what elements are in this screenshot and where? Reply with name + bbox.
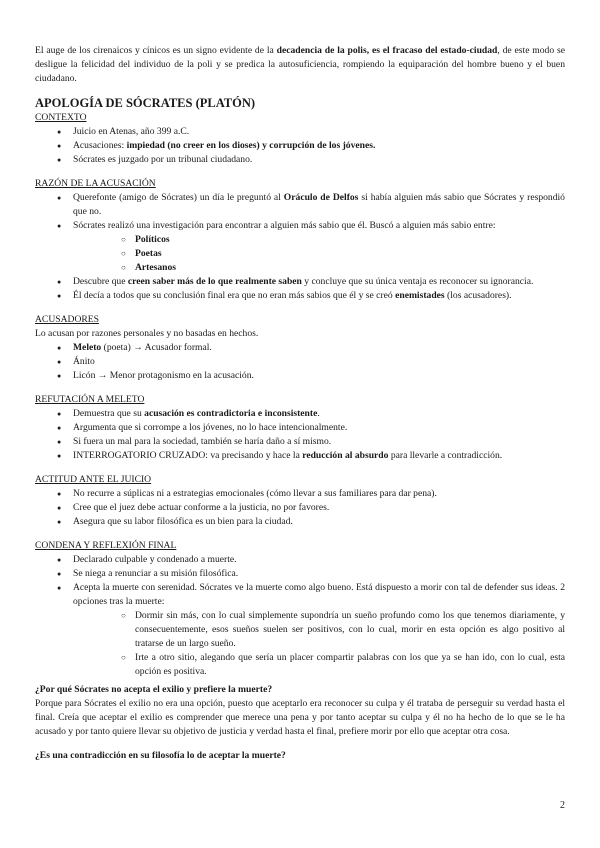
question-answer: Porque para Sócrates el exilio no era una opción, puesto que aceptarlo era reconocer su culpa y él trataba de perseguir su verdad hasta el final. Creía que aceptar el exilio es comprender que merece una pena y por tanto aceptar su culpa y él no ha hecho de lo que se le ha acusado y por tanto quiere llevar su objetivo de justicia y verdad hasta el final, prefiere morir por ello que aceptar otra cosa. bbox=[35, 698, 565, 737]
list-item bbox=[35, 553, 565, 567]
item-bold: creen saber más de lo que realmente saben bbox=[127, 276, 302, 287]
condena-heading: CONDENA Y REFLEXIÓN FINAL bbox=[35, 540, 177, 551]
item-text: Argumenta que si corrompe a los jóvenes, no lo hace intencionalmente. bbox=[73, 422, 348, 433]
intro-text: El auge de los cirenaicos y cínicos es un signo evidente de la bbox=[35, 45, 277, 56]
item-text: si había alguien más sabio que Sócrates y respondió que no. bbox=[73, 192, 565, 217]
item-text: INTERROGATORIO CRUZADO: va precisando y hace la bbox=[73, 450, 303, 461]
list-item bbox=[35, 581, 565, 679]
item-text: Ánito bbox=[73, 356, 95, 367]
list-item bbox=[35, 435, 565, 449]
section-title: APOLOGÍA DE SÓCRATES (PLATÓN) bbox=[35, 96, 256, 110]
page-number: 2 bbox=[560, 800, 565, 811]
item-text: Juicio en Atenas, año 399 a.C. bbox=[73, 126, 190, 137]
contexto-section bbox=[35, 111, 565, 167]
item-text: Cree que el juez debe actuar conforme a la justicia, no por favores. bbox=[73, 502, 330, 513]
item-text: y concluye que su única ventaja es reconocer su ignorancia. bbox=[301, 276, 534, 287]
item-bold: impiedad (no creer en los dioses) y corrupción de los jóvenes. bbox=[126, 140, 376, 151]
sublist bbox=[73, 233, 565, 275]
item-text: Irte a otro sitio, alegando que sería un placer compartir palabras con los que ya se han ido, con lo cual, esta opción es positiva. bbox=[135, 652, 565, 677]
item-text: para llevarle a contradicción. bbox=[388, 450, 503, 461]
item-bold: reducción al absurdo bbox=[302, 450, 389, 461]
acusadores-section bbox=[35, 313, 565, 383]
sublist-item bbox=[109, 651, 565, 679]
item-text: Asegura que su labor filosófica es un bien para la ciudad. bbox=[73, 516, 293, 527]
item-text: Licón → Menor protagonismo en la acusación. bbox=[73, 370, 254, 381]
razon-list bbox=[35, 191, 565, 303]
list-item bbox=[35, 341, 565, 355]
sublist bbox=[73, 609, 565, 679]
item-text: Acepta la muerte con serenidad. Sócrates ve la muerte como algo bueno. Está dispuesto a morir con tal de defender sus ideas. 2 opciones tras la muerte: bbox=[73, 582, 565, 607]
item-bold: acusación es contradictoria e inconsistente bbox=[144, 408, 318, 419]
item-bold: enemistades bbox=[395, 290, 445, 301]
item-text: Descubre que bbox=[73, 276, 128, 287]
item-bold: Artesanos bbox=[135, 262, 177, 273]
item-bold: Oráculo de Delfos bbox=[283, 192, 359, 203]
contexto-list bbox=[35, 125, 565, 167]
list-item bbox=[35, 421, 565, 435]
sublist-item bbox=[109, 609, 565, 651]
acusadores-lead: Lo acusan por razones personales y no basadas en hechos. bbox=[35, 328, 259, 339]
list-item bbox=[35, 219, 565, 275]
list-item bbox=[35, 449, 565, 463]
item-text: Querefonte (amigo de Sócrates) un día le preguntó al bbox=[73, 192, 284, 203]
list-item bbox=[35, 275, 565, 289]
list-item bbox=[35, 369, 565, 383]
sublist-item bbox=[109, 261, 565, 275]
intro-paragraph bbox=[35, 44, 565, 86]
intro-text-end: , de este modo se desligue la felicidad del individuo de la poli y se predica la autosuficiencia, rompiendo la equiparación del hombre bueno y el buen ciudadano. bbox=[35, 45, 565, 84]
refutacion-list bbox=[35, 407, 565, 463]
item-text: Demuestra que su bbox=[73, 408, 145, 419]
item-bold: Políticos bbox=[135, 234, 170, 245]
acusadores-heading: ACUSADORES bbox=[35, 314, 99, 325]
actitud-heading: ACTITUD ANTE EL JUICIO bbox=[35, 474, 152, 485]
list-item bbox=[35, 487, 565, 501]
contexto-heading: CONTEXTO bbox=[35, 112, 87, 123]
refutacion-section bbox=[35, 393, 565, 463]
item-text: Dormir sin más, con lo cual simplemente supondría un sueño profundo como los que tenemos diariamente, y consecuentemente, esos sueños suelen ser positivos, con lo cual, morir en esta opción es algo positivo al tratarse de un largo sueño. bbox=[135, 610, 565, 649]
item-text: Se niega a renunciar a su misión filosófica. bbox=[73, 568, 239, 579]
item-bold: Poetas bbox=[135, 248, 162, 259]
sublist-item bbox=[109, 233, 565, 247]
question-title: ¿Es una contradicción en su filosofía lo de aceptar la muerte? bbox=[35, 750, 286, 761]
item-text: Sócrates realizó una investigación para encontrar a alguien más sabio que él. Buscó a alguien más sabio entre: bbox=[73, 220, 496, 231]
condena-list bbox=[35, 553, 565, 679]
list-item bbox=[35, 153, 565, 167]
item-text: (poeta) → Acusador formal. bbox=[101, 342, 212, 353]
item-text: No recurre a súplicas ni a estrategias emocionales (cómo llevar a sus familiares para dar pena). bbox=[73, 488, 437, 499]
item-bold: Meleto bbox=[73, 342, 102, 353]
list-item bbox=[35, 567, 565, 581]
list-item bbox=[35, 289, 565, 303]
list-item bbox=[35, 501, 565, 515]
list-item bbox=[35, 515, 565, 529]
question-title: ¿Por qué Sócrates no acepta el exilio y prefiere la muerte? bbox=[35, 684, 273, 695]
item-text: Si fuera un mal para la sociedad, también se haría daño a sí mismo. bbox=[73, 436, 332, 447]
razon-section bbox=[35, 177, 565, 303]
list-item bbox=[35, 125, 565, 139]
item-text: Declarado culpable y condenado a muerte. bbox=[73, 554, 237, 565]
item-text: (los acusadores). bbox=[444, 290, 512, 301]
list-item bbox=[35, 191, 565, 219]
actitud-section bbox=[35, 473, 565, 529]
actitud-list bbox=[35, 487, 565, 529]
item-text: Acusaciones: bbox=[73, 140, 127, 151]
acusadores-list bbox=[35, 341, 565, 383]
list-item bbox=[35, 139, 565, 153]
item-text: Sócrates es juzgado por un tribunal ciudadano. bbox=[73, 154, 253, 165]
refutacion-heading: REFUTACIÓN A MELETO bbox=[35, 394, 145, 405]
razon-heading: RAZÓN DE LA ACUSACIÓN bbox=[35, 178, 156, 189]
list-item bbox=[35, 407, 565, 421]
list-item bbox=[35, 355, 565, 369]
item-text: Él decía a todos que su conclusión final era que no eran más sabios que él y se creó bbox=[73, 290, 396, 301]
document-page bbox=[35, 44, 565, 763]
item-text: . bbox=[317, 408, 320, 419]
sublist-item bbox=[109, 247, 565, 261]
condena-section bbox=[35, 539, 565, 679]
intro-bold: decadencia de la polis, es el fracaso del estado-ciudad bbox=[276, 45, 498, 56]
